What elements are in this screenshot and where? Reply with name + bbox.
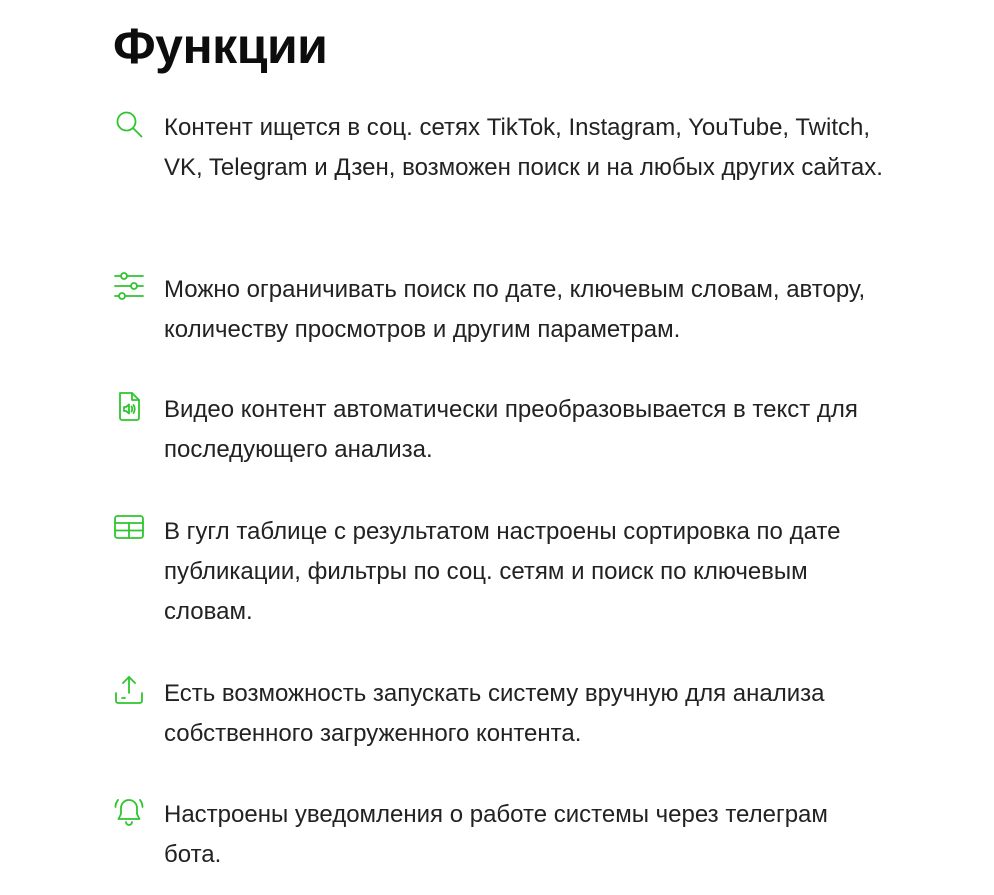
table-icon: [113, 512, 145, 544]
section-title: Функции: [113, 18, 328, 74]
sliders-icon: [113, 270, 145, 302]
feature-text: Можно ограничивать поиск по дате, ключевым словам, автору, количеству просмотров и другим параметрам.: [164, 276, 866, 343]
upload-icon: [113, 674, 145, 706]
search-icon: [113, 108, 145, 140]
audio-file-icon: [113, 390, 145, 422]
feature-text: В гугл таблице с результатом настроены сортировка по дате публикации, фильтры по соц. сетям и поиск по ключевым словам.: [164, 518, 841, 625]
bell-icon: [113, 795, 145, 827]
feature-text: Есть возможность запускать систему вручную для анализа собственного загруженного контента.: [164, 680, 825, 747]
feature-text: Видео контент автоматически преобразовывается в текст для последующего анализа.: [164, 396, 858, 463]
feature-text: Настроены уведомления о работе системы через телеграм бота.: [164, 801, 828, 868]
feature-text: Контент ищется в соц. сетях TikTok, Instagram, YouTube, Twitch, VK, Telegram и Дзен, возможен поиск и на любых других сайтах.: [164, 114, 883, 181]
